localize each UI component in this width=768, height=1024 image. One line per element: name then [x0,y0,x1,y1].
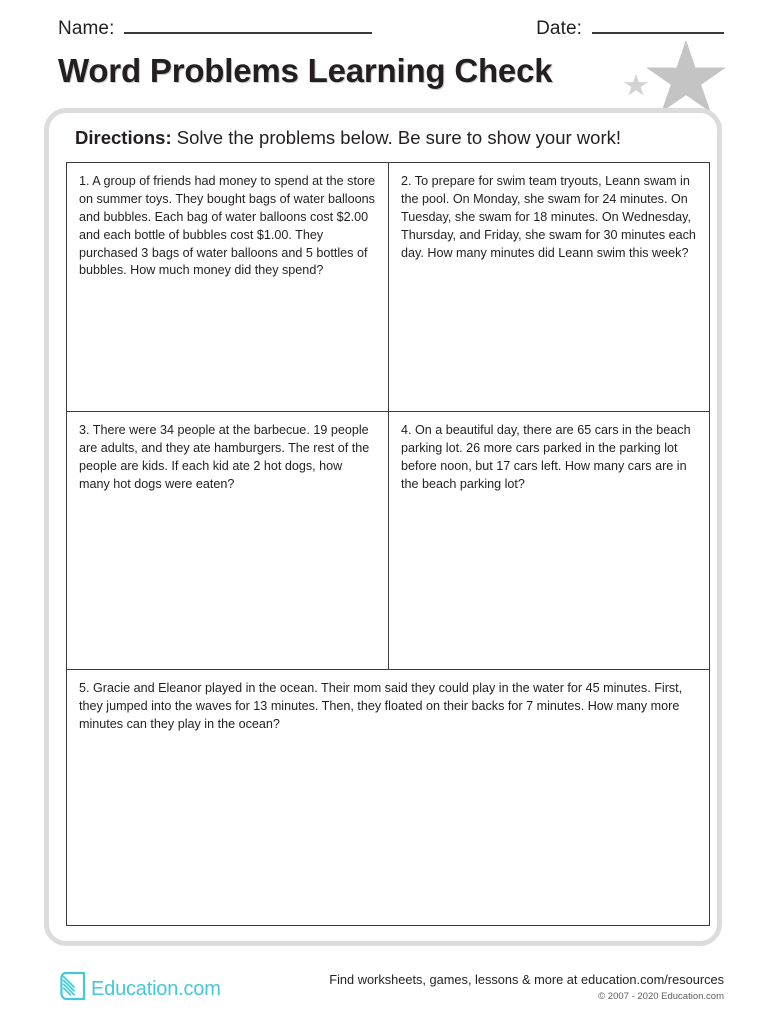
problem-text: 5. Gracie and Eleanor played in the ocean. Their mom said they could play in the water for 45 minutes. First, they jumped into the waves for 13 minutes. Then, they floated on their backs for 7 minutes. How many more minutes can they play in the ocean? [79,681,683,731]
directions-text: Solve the problems below. Be sure to show your work! [176,127,621,148]
problem-text: 1. A group of friends had money to spend at the store on summer toys. They bought bags of water balloons and bubbles. Each bag of water balloons cost $2.00 and each bottle of bubbles cost $1.00. They purchased 3 bags of water balloons and 5 bottles of bubbles. How much money did they spend? [79,174,376,278]
problem-cell-4[interactable] [388,412,709,669]
education-logo-text: Education.com [91,978,221,1000]
problems-row [67,669,709,925]
star-icon [624,74,648,97]
directions-label: Directions: [75,127,172,148]
footer-text-block [329,972,724,1002]
problem-cell-3[interactable] [67,412,388,669]
footer-promo-text: Find worksheets, games, lessons & more at education.com/resources [329,972,724,987]
problems-row [67,163,709,411]
problems-row [67,411,709,669]
date-label: Date: [536,18,582,39]
problems-grid [66,162,710,926]
footer-copyright: © 2007 - 2020 Education.com [598,991,724,1002]
star-icon [646,40,726,118]
name-label: Name: [58,18,115,39]
notebook-icon [58,970,88,1002]
star-decoration [618,36,740,116]
problem-text: 4. On a beautiful day, there are 65 cars in the beach parking lot. 26 more cars parked in the parking lot before noon, but 17 cars left. How many cars are in the beach parking lot? [401,423,691,491]
name-field-group [58,18,372,40]
page-footer [0,962,768,1024]
problem-cell-1[interactable] [67,163,388,411]
name-date-row [58,18,724,48]
problem-text: 2. To prepare for swim team tryouts, Leann swam in the pool. On Monday, she swam for 24 minutes. On Tuesday, she swam for 18 minutes. On Wednesday, Thursday, and Friday, she swam for 30 minutes each day. How many minutes did Leann swim this week? [401,174,696,260]
name-write-line[interactable] [124,32,372,34]
problem-cell-2[interactable] [388,163,709,411]
directions-line [75,127,621,149]
problem-cell-5[interactable] [67,670,709,925]
page-title: Word Problems Learning Check [58,52,553,89]
worksheet-panel [44,108,722,946]
education-logo[interactable] [58,970,221,1002]
date-field-group [536,18,724,40]
date-write-line[interactable] [592,32,724,34]
problem-text: 3. There were 34 people at the barbecue. 19 people are adults, and they ate hamburgers. The rest of the people are kids. If each kid ate 2 hot dogs, how many hot dogs were eaten? [79,423,370,491]
